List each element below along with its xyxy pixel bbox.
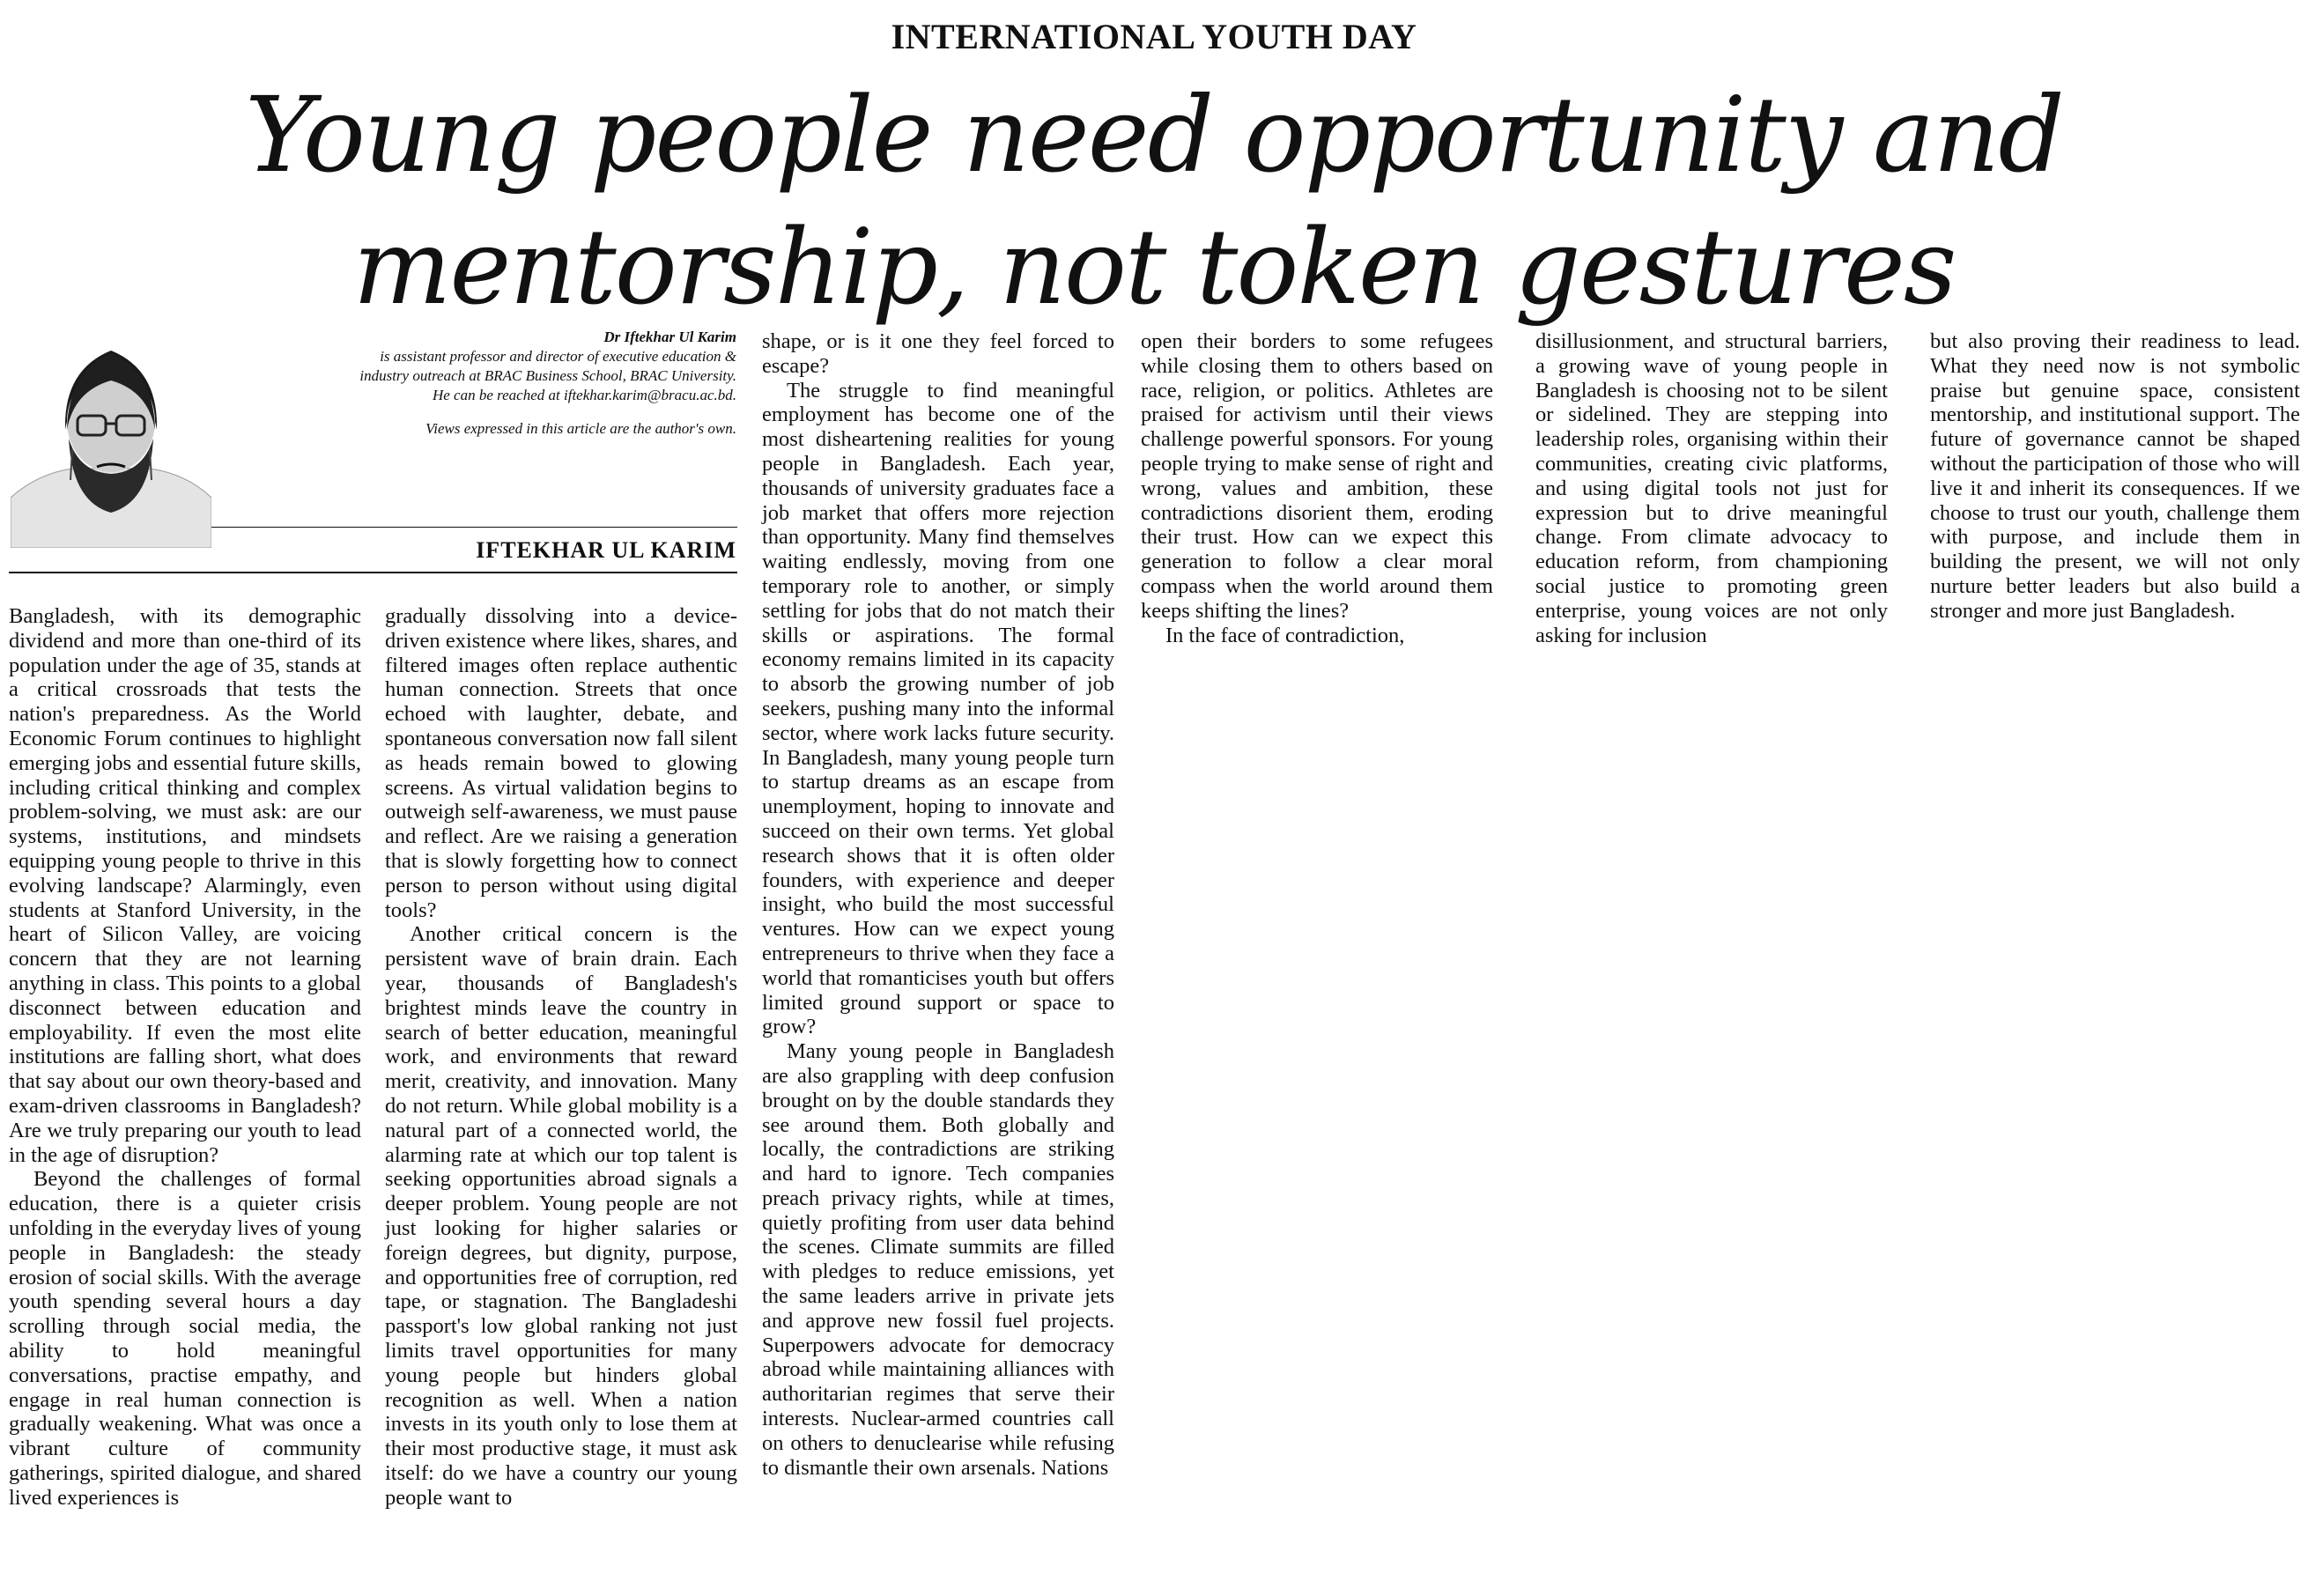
headline bbox=[0, 69, 2308, 333]
headline-line-2: mentorship, not token gestures bbox=[352, 206, 1956, 328]
article-column-6 bbox=[1930, 329, 2300, 624]
paragraph: Another critical concern is the persistent wave of brain drain. Each year, thousands of Bangladesh's brightest minds leave the country in search of better education, meaningful work, and environments that reward merit, creativity, and innovation. Many do not return. While global mobility is a natural part of a connected world, the alarming rate at which our top talent is seeking opportunities abroad signals a deeper problem. Young people are not just looking for higher salaries or foreign degrees, but dignity, purpose, and opportunities free of corruption, red tape, or stagnation. The Bangladeshi passport's low global ranking not just limits travel opportunities for many young people but hinders global recognition as well. When a nation invests in its youth only to lose them at their most productive stage, it must ask itself: do we have a country our young people want to bbox=[385, 922, 737, 1510]
paragraph: Bangladesh, with its demographic dividend and more than one-third of its population under the age of 35, stands at a critical crossroads that tests the nation's preparedness. As the World Economic Forum continues to highlight emerging jobs and essential future skills, including critical thinking and complex problem-solving, we must ask: are our systems, institutions, and mindsets equipping young people to thrive in this evolving landscape? Alarmingly, even students at Stanford University, in the heart of Silicon Valley, are voicing concern that they are not learning anything in class. This points to a global disconnect between education and employability. If even the most elite institutions are falling short, what does that say about our own theory-based and exam-driven classrooms in Bangladesh? Are we truly preparing our youth to lead in the age of disruption? bbox=[9, 604, 361, 1167]
byline: IFTEKHAR UL KARIM bbox=[476, 537, 736, 563]
paragraph: disillusionment, and structural barriers, a growing wave of young people in Bangladesh is choosing not to be silent or sidelined. They are stepping into leadership roles, organising within their communities, creating civic platforms, and using digital tools not just for expression but to drive meaningful change. From climate advocacy to education reform, from championing social justice to promoting green enterprise, young voices are not only asking for inclusion bbox=[1535, 329, 1888, 647]
paragraph: shape, or is it one they feel forced to escape? bbox=[762, 329, 1114, 378]
author-portrait bbox=[11, 317, 211, 548]
paragraph: In the face of contradiction, bbox=[1165, 623, 1405, 647]
author-info bbox=[220, 328, 736, 439]
author-name: Dr Iftekhar Ul Karim bbox=[603, 329, 736, 345]
author-bio-line-1: is assistant professor and director of executive education & bbox=[380, 348, 736, 365]
paragraph: gradually dissolving into a device-driven existence where likes, shares, and filtered images often replace authentic human connection. Streets that once echoed with laughter, debate, and spontaneous conversation now fall silent as heads remain bowed to glowing screens. As virtual validation begins to outweigh self-awareness, we must pause and reflect. Are we raising a generation that is slowly forgetting how to connect person to person without using digital tools? bbox=[385, 604, 737, 922]
author-bio-line-2: industry outreach at BRAC Business School, BRAC University. bbox=[359, 367, 736, 384]
article-column-3 bbox=[762, 329, 1114, 1480]
article-column-2 bbox=[385, 604, 737, 1510]
article-column-5 bbox=[1535, 329, 1888, 647]
article-column-4 bbox=[1141, 329, 1493, 647]
section-kicker: INTERNATIONAL YOUTH DAY bbox=[891, 17, 1417, 56]
article-column-1 bbox=[9, 604, 361, 1510]
paragraph: Beyond the challenges of formal education, there is a quieter crisis unfolding in the everyday lives of young people in Bangladesh: the steady erosion of social skills. With the average youth spending several hours a day scrolling through social media, the ability to hold meaningful conversations, practise empathy, and engage in real human connection is gradually weakening. What was once a vibrant culture of community gatherings, spirited dialogue, and shared lived experiences is bbox=[9, 1167, 361, 1510]
paragraph: Many young people in Bangladesh are also grappling with deep confusion brought on by the double standards they see around them. Both globally and locally, the contradictions are striking and hard to ignore. Tech companies preach privacy rights, while at times, quietly profiting from user data behind the scenes. Climate summits are filled with pledges to reduce emissions, yet the same leaders arrive in private jets and approve new fossil fuel projects. Superpowers advocate for democracy abroad while maintaining alliances with authoritarian regimes that serve their interests. Nuclear-armed countries call on others to denuclearise while refusing to dismantle their own arsenals. Nations bbox=[762, 1039, 1114, 1480]
author-rule-top bbox=[211, 527, 737, 528]
paragraph: The struggle to find meaningful employment has become one of the most disheartening realities for young people in Bangladesh. Each year, thousands of university graduates face a job market that offers more rejection than opportunity. Many find themselves waiting endlessly, moving from one temporary role to another, or simply settling for jobs that do not match their skills or aspirations. The formal economy remains limited in its capacity to absorb the growing number of job seekers, pushing many into the informal sector, where work lacks future security. In Bangladesh, many young people turn to startup dreams as an escape from unemployment, hoping to innovate and succeed on their own terms. Yet global research shows that it is often older founders, with experience and deeper insight, who build the most successful ventures. How can we expect young entrepreneurs to thrive when they face a world that romanticises youth but offers limited ground support or space to grow? bbox=[762, 378, 1114, 1039]
author-bio-line-3: He can be reached at iftekhar.karim@bracu.ac.bd. bbox=[432, 387, 736, 403]
byline-rule bbox=[9, 572, 737, 573]
author-disclaimer: Views expressed in this article are the author's own. bbox=[425, 420, 736, 437]
paragraph: open their borders to some refugees while closing them to others based on race, religion, or politics. Athletes are praised for activism until their views challenge powerful sponsors. For young people trying to make sense of right and wrong, values and ambition, these contradictions disorient them, eroding their trust. How can we expect this generation to follow a clear moral compass when the world around them keeps shifting the lines? bbox=[1141, 329, 1493, 623]
headline-line-1: Young people need opportunity and bbox=[245, 74, 2063, 196]
paragraph: but also proving their readiness to lead. What they need now is not symbolic praise but genuine space, consistent mentorship, and institutional support. The future of governance cannot be shaped without the participation of those who will live it and inherit its consequences. If we choose to trust our youth, challenge them with purpose, and include them in building the present, we will not only nurture better leaders but also build a stronger and more just Bangladesh. bbox=[1930, 329, 2300, 623]
